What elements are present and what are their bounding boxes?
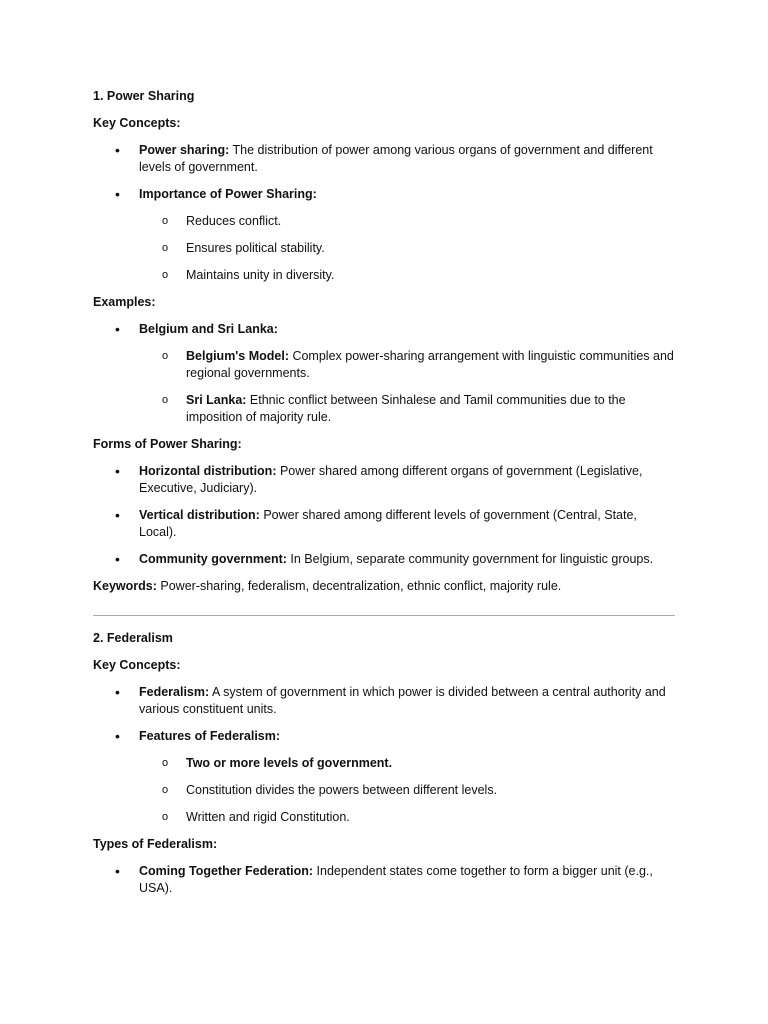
circle-bullet-icon: o (162, 811, 169, 823)
list-item: • Community government: In Belgium, separate community government for linguistic groups. (115, 551, 654, 567)
circle-bullet-icon: o (162, 784, 169, 796)
circle-bullet-icon: o (162, 215, 169, 227)
circle-bullet-icon: o (162, 757, 169, 769)
bullet-icon: • (115, 463, 120, 479)
section-divider (93, 615, 675, 616)
bullet-icon: • (115, 321, 120, 337)
bullet-icon: • (115, 863, 120, 879)
section-heading-federalism: 2. Federalism (93, 631, 173, 645)
list-item: • Belgium and Sri Lanka: (115, 321, 278, 337)
circle-bullet-icon: o (162, 350, 169, 362)
sub-list-item: o Constitution divides the powers between different levels. (162, 783, 498, 797)
list-item: • Power sharing: The distribution of power among various organs of government and different levels of government. (115, 142, 653, 174)
subheading-key-concepts: Key Concepts: (93, 116, 181, 130)
subheading-forms: Forms of Power Sharing: (93, 437, 242, 451)
sub-list-item: o Two or more levels of government. (162, 756, 393, 770)
sub-list-item: o Written and rigid Constitution. (162, 810, 350, 824)
list-item: • Vertical distribution: Power shared among different levels of government (Central, State, Local). (115, 507, 637, 539)
list-item: • Coming Together Federation: Independent states come together to form a bigger unit (e.g., USA). (115, 863, 653, 895)
list-item: • Horizontal distribution: Power shared among different organs of government (Legislative, Executive, Judiciary). (115, 463, 643, 495)
circle-bullet-icon: o (162, 269, 169, 281)
sub-list-item: o Sri Lanka: Ethnic conflict between Sinhalese and Tamil communities due to the imposition of majority rule. (162, 393, 626, 424)
bullet-icon: • (115, 684, 120, 700)
list-item: • Importance of Power Sharing: (115, 186, 317, 202)
circle-bullet-icon: o (162, 242, 169, 254)
document-page (93, 88, 675, 907)
bullet-icon: • (115, 507, 120, 523)
bullet-icon: • (115, 551, 120, 567)
circle-bullet-icon: o (162, 394, 169, 406)
sub-list-item: o Ensures political stability. (162, 241, 325, 255)
subheading-types: Types of Federalism: (93, 837, 218, 851)
subheading-examples: Examples: (93, 295, 156, 309)
list-item: • Federalism: A system of government in which power is divided between a central authority and various constituent units. (115, 684, 666, 716)
sub-list-item: o Reduces conflict. (162, 214, 282, 228)
subheading-key-concepts: Key Concepts: (93, 658, 181, 672)
list-item: • Features of Federalism: (115, 728, 281, 744)
bullet-icon: • (115, 186, 120, 202)
keywords-line: Keywords: Power-sharing, federalism, decentralization, ethnic conflict, majority rule. (93, 579, 562, 593)
section-heading-power-sharing: 1. Power Sharing (93, 89, 195, 103)
bullet-icon: • (115, 728, 120, 744)
sub-list-item: o Maintains unity in diversity. (162, 268, 335, 282)
sub-list-item: o Belgium's Model: Complex power-sharing arrangement with linguistic communities and regional governments. (162, 349, 674, 380)
bullet-icon: • (115, 142, 120, 158)
